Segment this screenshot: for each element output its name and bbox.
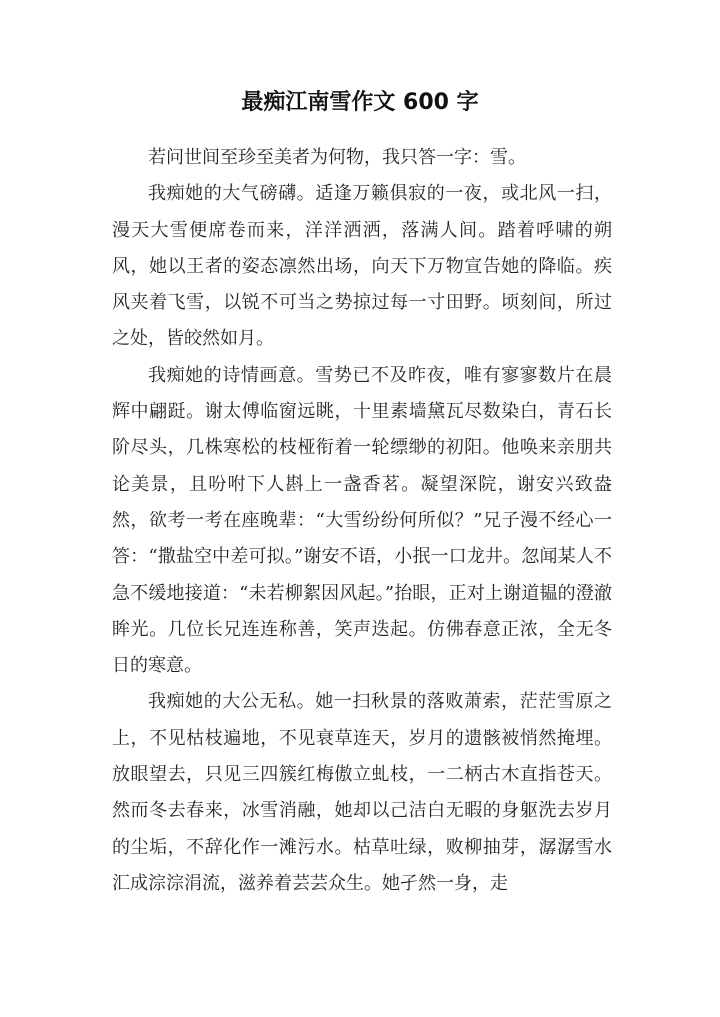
document-title: 最痴江南雪作文 600 字 bbox=[241, 90, 479, 115]
paragraph-intro: 若问世间至珍至美者为何物，我只答一字：雪。 bbox=[148, 147, 526, 168]
paragraph-selfless: 我痴她的大公无私。她一扫秋景的落败萧索，茫茫雪原之上，不见枯枝遍地，不见衰草连天，岁月的遗骸被悄然掩埋。放眼望去，只见三四簇红梅傲立虬枝，一二柄古木直指苍天。然而冬去春来，冰雪消融，她却以己洁白无暇的身躯洗去岁月的尘垢，不辞化作一滩污水。枯草吐绿，败柳抽芽，潺潺雪水汇成淙淙涓流，滋养着芸芸众生。她孑然一身，走 bbox=[112, 691, 612, 894]
paragraph-poetic: 我痴她的诗情画意。雪势已不及昨夜，唯有寥寥数片在晨辉中翩跹。谢太傅临窗远眺，十里素墙黛瓦尽数染白，青石长阶尽头，几株寒松的枝桠衔着一轮缥缈的初阳。他唤来亲朋共论美景，且吩咐下人斟上一盏香茗。凝望深院，谢安兴致盎然，欲考一考在座晚辈：“大雪纷纷何所似？”兄子漫不经心一答：“撒盐空中差可拟。”谢安不语，小抿一口龙井。忽闻某人不急不缓地接道：“未若柳絮因风起。”抬眼，正对上谢道韫的澄澈眸光。几位长兄连连称善，笑声迭起。仿佛春意正浓，全无冬日的寒意。 bbox=[112, 364, 612, 677]
document-body bbox=[112, 140, 612, 902]
paragraph-grandeur: 我痴她的大气磅礴。适逢万籁俱寂的一夜，或北风一扫，漫天大雪便席卷而来，洋洋洒洒，落满人间。踏着呼啸的朔风，她以王者的姿态凛然出场，向天下万物宣告她的降临。疾风夹着飞雪，以锐不可当之势掠过每一寸田野。顷刻间，所过之处，皆皎然如月。 bbox=[112, 183, 612, 350]
